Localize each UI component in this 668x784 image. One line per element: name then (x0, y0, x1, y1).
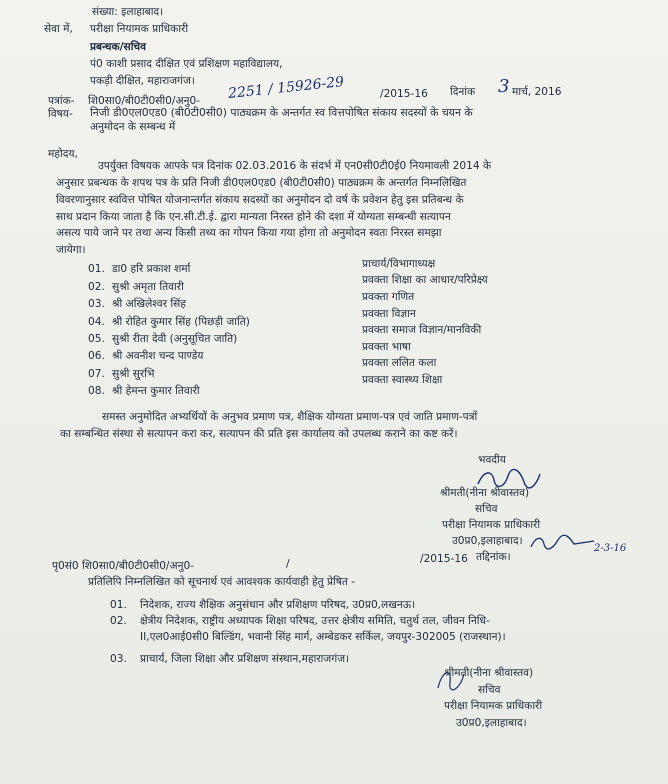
date-label: दिनांक (450, 86, 476, 98)
subject-line2: अनुमोदन के सम्बन्ध में (90, 121, 176, 133)
faculty-post: प्राचार्य/विभागाध्यक्ष (362, 258, 436, 270)
faculty-no: 08. (88, 385, 105, 397)
faculty-name: श्री हेमन्त कुमार तिवारी (112, 385, 200, 397)
to-office: परीक्षा नियामक प्राधिकारी (90, 23, 189, 35)
signatory2-office: परीक्षा नियामक प्राधिकारी (444, 700, 543, 712)
body-line-5: असत्य पाये जाने पर तथा अन्य किसी तथ्य का गोपन किया गया होगा तो अनुमोदन स्वतः निरस्त समझा (56, 227, 442, 239)
faculty-post: प्रवक्ता शिक्षा का आधार/परिप्रेक्ष्य (362, 274, 488, 286)
endorsement-slash: / (286, 558, 290, 570)
initials-scribble (528, 532, 598, 554)
handwritten-endorse-date: 2-3-16 (594, 543, 627, 554)
copy-item-text: निदेशक, राज्य शैक्षिक अनुसंधान और प्रशिक्षण परिषद, उ0प्र0,लखनऊ। (140, 599, 416, 611)
addressee-role: प्रबन्धक/सचिव (90, 41, 147, 53)
faculty-name: श्री अवनीश चन्द पाण्डेय (112, 350, 204, 362)
closing-line-1: समस्त अनुमोदित अभ्यर्थियों के अनुभव प्रमाण पत्र, शैक्षिक योग्यता प्रमाण-पत्र एवं जाति प्रमाण-पत्रों (102, 411, 478, 423)
body-line-3: विवरणानुसार स्ववित्त पोषित योजनान्तर्गत संकाय सदस्यों का अनुमोदन दो वर्ष के प्रवेशन हेतु इस प्रतिबन्ध के (56, 194, 464, 206)
faculty-no: 02. (88, 281, 105, 293)
faculty-post: प्रवक्ता भाषा (362, 341, 411, 353)
signatory-city: उ0प्र0,इलाहाबाद। (452, 535, 523, 547)
copy-item-no: 02. (110, 615, 127, 627)
date-month-year: मार्च, 2016 (512, 86, 562, 98)
body-line-1: उपर्युक्त विषयक आपके पत्र दिनांक 02.03.2016 के संदर्भ में एन0सी0टी0ई0 नियमावली 2014 के (98, 160, 492, 172)
patrank-label: पत्रांक- (48, 95, 75, 107)
body-line-2: अनुसार प्रबन्धक के शपथ पत्र के प्रति निजी डी0एल0एड0 (बी0टी0सी0) पाठ्यक्रम के अन्तर्गत निम्नलिखित (56, 177, 467, 189)
faculty-no: 03. (88, 298, 105, 310)
signatory-office: परीक्षा नियामक प्राधिकारी (442, 519, 541, 531)
signatory2-name: श्रीमती(नीना श्रीवास्तव) (444, 667, 534, 679)
faculty-post: प्रवक्ता स्वास्थ्य शिक्षा (362, 374, 443, 386)
faculty-name: सुश्री सुरभि (112, 368, 155, 380)
signatory2-city: उ0प्र0,इलाहाबाद। (456, 717, 527, 729)
faculty-no: 07. (88, 368, 105, 380)
faculty-post: प्रवक्ता गणित (362, 291, 415, 303)
body-line-6: जायेगा। (56, 244, 86, 256)
faculty-name: श्री रोहित कुमार सिंह (पिछड़ी जाति) (112, 316, 250, 328)
faculty-name: सुश्री अमृता तिवारी (112, 281, 184, 293)
date-handwritten-day: 3 (498, 76, 510, 97)
faculty-name: श्री अखिलेश्वर सिंह (112, 298, 186, 310)
body-line-4: साथ प्रदान किया जाता है कि एन.सी.टी.ई. द्वारा मान्यता निरस्त होने की दशा में योग्यता सम्बन्धी सत्यापन (56, 211, 451, 223)
faculty-no: 06. (88, 350, 105, 362)
faculty-no: 04. (88, 316, 105, 328)
faculty-no: 05. (88, 333, 105, 345)
faculty-post: प्रवक्ता समाज विज्ञान/मानविकी (362, 324, 482, 336)
copy-item-text: क्षेत्रीय निदेशक, राष्ट्रीय अध्यापक शिक्षा परिषद, उत्तर क्षेत्रीय समिति, चतुर्थ तल, जीवन निधि- (140, 615, 490, 627)
endorsement-prefix: पृ0सं0 शि0सा0/बी0टी0सी0/अनु0- (52, 560, 195, 572)
copy-to-intro: प्रतिलिपि निम्नलिखित को सूचनार्थ एवं आवश्यक कार्यवाही हेतु प्रेषित - (88, 576, 356, 588)
signatory2-title: सचिव (478, 684, 501, 696)
copy-item-text-cont: II,एल0आई0सी0 बिल्डिंग, भवानी सिंह मार्ग, अम्बेडकर सर्किल, जयपुर-302005 (राजस्थान)। (140, 631, 506, 643)
closing-line-2: का सम्बन्धित संस्था से सत्यापन करा कर, सत्यापन की प्रति इस कार्यालय को उपलब्ध कराने का कष्ट करें। (60, 428, 458, 440)
subject-line1: निजी डी0एल0एड0 (बी0टी0सी0) पाठ्यक्रम के अन्तर्गत स्व वित्तपोषित संकाय सदस्यों के चयन के (90, 106, 473, 119)
handwritten-ref-number: 2251 / 15926-29 (227, 73, 345, 103)
subject-label: विषय- (48, 108, 73, 120)
patrank-value: शि0सा0/बी0टी0सी0/अनु0- (88, 95, 201, 107)
signatory-name: श्रीमती(नीना श्रीवास्तव) (440, 487, 530, 499)
faculty-name: डा0 हरि प्रकाश शर्मा (112, 263, 191, 275)
endorsement-year: /2015-16 (420, 553, 468, 565)
bhavadiya: भवदीय (478, 454, 506, 466)
faculty-name: सुश्री रीता देवी (अनुसूचित जाति) (112, 333, 238, 345)
copy-item-no: 03. (110, 653, 127, 665)
endorsement-tad: तद्दिनांक। (476, 551, 511, 563)
faculty-post: प्रवक्ता विज्ञान (362, 308, 416, 320)
faculty-post: प्रवक्ता ललित कला (362, 357, 437, 369)
signature2-scribble (430, 660, 470, 700)
faculty-no: 01. (88, 263, 105, 275)
signatory-title: सचिव (475, 503, 498, 515)
copy-item-no: 01. (110, 599, 127, 611)
copy-item-text: प्राचार्य, जिला शिक्षा और प्रशिक्षण संस्थान,महाराजगंज। (140, 653, 350, 665)
ref-year: /2015-16 (380, 88, 428, 100)
to-prefix: सेवा में, (44, 23, 73, 35)
header-line1: संख्या: इलाहाबाद। (92, 6, 164, 18)
salutation: महोदय, (48, 148, 78, 160)
institution-line1: पं0 काशी प्रसाद दीक्षित एवं प्रशिक्षण महाविद्यालय, (90, 58, 283, 70)
institution-line2: पकड़ी दीक्षित, महाराजगंज। (90, 75, 195, 87)
